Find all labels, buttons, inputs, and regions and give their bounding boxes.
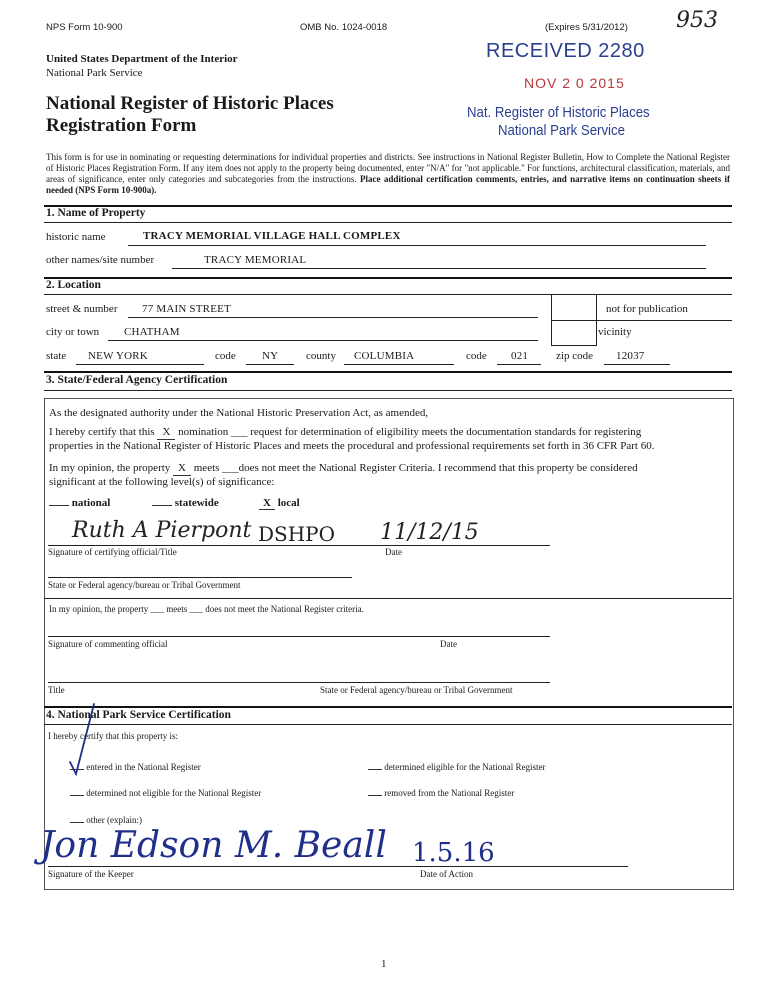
field-line xyxy=(344,364,454,365)
page-number: 1 xyxy=(381,958,387,970)
statewide-blank xyxy=(152,505,172,506)
state-label: state xyxy=(46,350,67,362)
other-names-value[interactable]: TRACY MEMORIAL xyxy=(204,254,307,266)
certifying-title-handwritten: DSHPO xyxy=(258,522,336,546)
field-line xyxy=(108,340,538,341)
historic-name-value[interactable]: TRACY MEMORIAL VILLAGE HALL COMPLEX xyxy=(143,230,401,242)
divider xyxy=(44,294,732,295)
nomination-mark[interactable]: X xyxy=(157,426,175,440)
field-line xyxy=(597,320,732,321)
other-blank xyxy=(70,822,84,823)
removed-blank xyxy=(368,795,382,796)
expiration: (Expires 5/31/2012) xyxy=(545,22,628,33)
opinion-statement xyxy=(49,462,729,489)
stamp-date: NOV 2 0 2015 xyxy=(524,75,625,91)
county-code-label: code xyxy=(466,350,487,362)
title-line-2: Registration Form xyxy=(46,115,197,136)
opinion-text-c: significant at the following level(s) of significance: xyxy=(49,476,275,488)
agency-label: State or Federal agency/bureau or Tribal Government xyxy=(48,580,241,590)
field-line xyxy=(172,268,706,269)
page-title xyxy=(46,93,334,137)
option-other[interactable] xyxy=(70,815,142,825)
vicinity-checkbox[interactable] xyxy=(551,320,597,346)
action-date-label: Date of Action xyxy=(420,869,473,879)
state-value[interactable]: NEW YORK xyxy=(88,350,148,362)
level-national[interactable] xyxy=(49,497,110,509)
option-eligible[interactable] xyxy=(368,762,545,772)
nps-intro: I hereby certify that this property is: xyxy=(48,731,178,741)
county-value[interactable]: COLUMBIA xyxy=(354,350,415,362)
street-value[interactable]: 77 MAIN STREET xyxy=(142,303,231,315)
certify-text-b: nomination ___ request for determination of eligibility meets the documentation standards for registering xyxy=(178,426,642,438)
divider xyxy=(44,277,732,279)
agency-line xyxy=(48,577,352,578)
vicinity-label: vicinity xyxy=(598,326,632,338)
not-for-publication-checkbox[interactable] xyxy=(551,294,597,322)
divider xyxy=(44,205,732,207)
divider xyxy=(44,598,732,599)
section-4-heading: 4. National Park Service Certification xyxy=(46,709,231,721)
field-line xyxy=(128,317,538,318)
divider xyxy=(44,390,732,391)
comment-signature-label: Signature of commenting official xyxy=(48,639,168,649)
stamp-line-1: Nat. Register of Historic Places xyxy=(467,104,650,121)
level-local[interactable] xyxy=(259,497,300,510)
authority-line: As the designated authority under the National Historic Preservation Act, as amended, xyxy=(49,407,429,419)
national-blank xyxy=(49,505,69,506)
field-line xyxy=(604,364,670,365)
intro-text: This form is for use in nominating or requesting determinations for individual properties and districts. See instructions in National Register Bulletin, How to Complete the National Register of Historic Places Registration Form. If any item does not apply to the property being documented, enter "N/A" for "not applicable." For functions, architectural classification, materials, and areas of significance, enter only categories and subcategories from the instructions. xyxy=(46,152,730,184)
title-line-1: National Register of Historic Places xyxy=(46,93,334,114)
comment-agency-label: State or Federal agency/bureau or Tribal Government xyxy=(320,685,513,695)
option-removed[interactable] xyxy=(368,788,514,798)
stamp-line-2: National Park Service xyxy=(498,122,625,139)
opinion-text-b: meets ___does not meet the National Register Criteria. I recommend that this property be considered xyxy=(193,462,638,474)
intro-paragraph xyxy=(46,152,730,196)
comment-date-label: Date xyxy=(440,639,457,649)
divider xyxy=(44,371,732,373)
local-label: local xyxy=(277,497,300,509)
street-label: street & number xyxy=(46,303,118,315)
field-line xyxy=(128,245,706,246)
eligible-label: determined eligible for the National Register xyxy=(384,762,546,772)
national-label: national xyxy=(71,497,111,509)
removed-label: removed from the National Register xyxy=(384,788,515,798)
statewide-label: statewide xyxy=(174,497,219,509)
comment-opinion: In my opinion, the property ___ meets ___ does not meet the National Register criteria. xyxy=(49,604,364,614)
city-value[interactable]: CHATHAM xyxy=(124,326,180,338)
certifying-date-handwritten: 11/12/15 xyxy=(380,520,479,545)
county-code-value[interactable]: 021 xyxy=(511,350,529,362)
signature-label: Signature of certifying official/Title xyxy=(48,547,177,557)
not-eligible-label: determined not eligible for the National Register xyxy=(86,788,262,798)
field-line xyxy=(497,364,541,365)
section-3-heading: 3. State/Federal Agency Certification xyxy=(46,374,228,386)
section-1-heading: 1. Name of Property xyxy=(46,207,146,219)
keeper-signature-line xyxy=(48,866,628,867)
city-label: city or town xyxy=(46,326,100,338)
action-date-handwritten: 1.5.16 xyxy=(412,838,495,868)
entered-label: entered in the National Register xyxy=(86,762,201,772)
section-2-heading: 2. Location xyxy=(46,279,101,291)
certify-statement xyxy=(49,426,729,453)
certifying-signature: Ruth A Pierpont xyxy=(72,518,252,543)
divider xyxy=(44,724,732,725)
department: United States Department of the Interior xyxy=(46,53,238,65)
opinion-text-a: In my opinion, the property xyxy=(49,462,171,474)
title-label: Title xyxy=(48,685,65,695)
historic-name-label: historic name xyxy=(46,231,106,243)
handwritten-number: 953 xyxy=(676,8,718,33)
received-stamp: RECEIVED 2280 xyxy=(486,40,645,62)
field-line xyxy=(246,364,294,365)
certify-text-a: I hereby certify that this xyxy=(49,426,155,438)
state-code-value[interactable]: NY xyxy=(262,350,279,362)
other-names-label: other names/site number xyxy=(46,254,155,266)
keeper-signature: Jon Edson M. Beall xyxy=(40,825,387,866)
not-for-publication-label: not for publication xyxy=(606,303,688,315)
state-code-label: code xyxy=(215,350,236,362)
zip-label: zip code xyxy=(556,350,593,362)
meets-mark[interactable]: X xyxy=(173,462,191,476)
omb-number: OMB No. 1024-0018 xyxy=(300,22,388,33)
local-mark: X xyxy=(259,497,275,510)
check-mark-icon xyxy=(60,700,100,780)
title-line xyxy=(48,682,550,683)
field-line xyxy=(76,364,204,365)
intro-bold-text: Place additional certification comments, entries, and narrative items on continuation sheets if needed (NPS Form 10-900a). xyxy=(46,174,730,195)
not-eligible-blank xyxy=(70,795,84,796)
divider xyxy=(44,706,732,708)
county-label: county xyxy=(306,350,336,362)
eligible-blank xyxy=(368,769,382,770)
other-label: other (explain:) xyxy=(86,815,142,825)
keeper-label: Signature of the Keeper xyxy=(48,869,134,879)
date-label: Date xyxy=(385,547,402,557)
option-not-eligible[interactable] xyxy=(70,788,261,798)
service: National Park Service xyxy=(46,67,143,79)
zip-value[interactable]: 12037 xyxy=(616,350,645,362)
certify-text-c: properties in the National Register of Historic Places and meets the procedural and professional requirements set forth in 36 CFR Part 60. xyxy=(49,440,655,452)
signature-line xyxy=(48,545,550,546)
comment-signature-line xyxy=(48,636,550,637)
form-number: NPS Form 10-900 xyxy=(46,22,123,33)
divider xyxy=(44,222,732,223)
level-statewide[interactable] xyxy=(152,497,219,509)
